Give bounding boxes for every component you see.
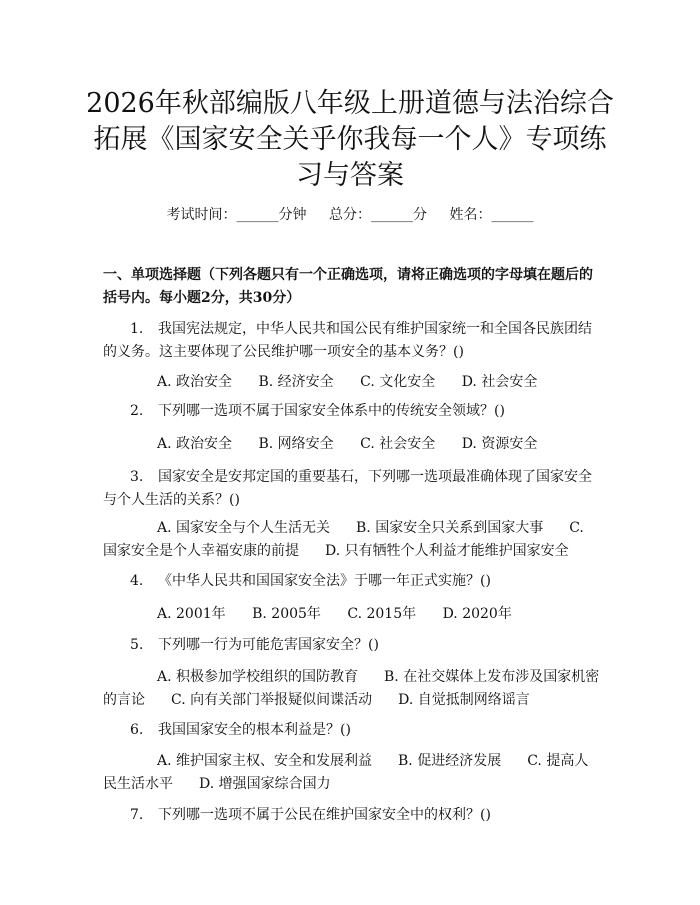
question-number: 2. xyxy=(130,403,144,419)
total-score: 总分：______分 xyxy=(329,207,427,223)
option-a: A. 国家安全与个人生活无关 xyxy=(157,520,331,536)
title-line-1: 2026年秋部编版八年级上册道德与法治综合 xyxy=(86,88,614,119)
question-3-options xyxy=(103,517,601,563)
question-number: 7. xyxy=(130,807,144,823)
question-number: 6. xyxy=(130,722,144,738)
question-3 xyxy=(103,466,601,512)
question-text: 我国宪法规定，中华人民共和国公民有维护国家统一和全国各民族团结的义务。这主要体现了公民维护哪一项安全的基本义务？() xyxy=(103,321,592,360)
option-b: B. 网络安全 xyxy=(258,436,334,452)
option-c: C. 2015年 xyxy=(347,606,417,622)
option-b: B. 国家安全只关系到国家大事 xyxy=(356,520,544,536)
option-a: A. 维护国家主权、安全和发展利益 xyxy=(157,753,373,769)
question-4 xyxy=(103,570,601,593)
exam-meta xyxy=(0,205,700,225)
question-text: 下列哪一行为可能危害国家安全？() xyxy=(158,637,379,653)
option-c: C. 提高人民生活水平 xyxy=(103,753,589,792)
option-d: D. 自觉抵制网络谣言 xyxy=(398,692,530,708)
question-text: 《中华人民共和国国家安全法》于哪一年正式实施？() xyxy=(158,573,491,589)
question-1-options xyxy=(103,371,601,394)
question-text: 我国国家安全的根本利益是？() xyxy=(158,722,351,738)
option-d: D. 社会安全 xyxy=(461,374,538,390)
section-heading: 一、单项选择题（下列各题只有一个正确选项，请将正确选项的字母填在题后的括号内。每小题2分，共30分） xyxy=(103,267,593,306)
question-number: 4. xyxy=(130,573,144,589)
question-number: 5. xyxy=(130,637,144,653)
option-b: B. 经济安全 xyxy=(258,374,334,390)
question-6-options xyxy=(103,750,601,796)
option-d: D. 增强国家综合国力 xyxy=(199,776,331,792)
question-5-options xyxy=(103,666,601,712)
question-text: 国家安全是安邦定国的重要基石，下列哪一选项最准确体现了国家安全与个人生活的关系？() xyxy=(103,469,592,508)
option-c: C. 国家安全是个人幸福安康的前提 xyxy=(103,520,584,559)
option-d: D. 资源安全 xyxy=(461,436,538,452)
question-text: 下列哪一选项不属于公民在维护国家安全中的权利？() xyxy=(158,807,491,823)
title-line-2: 拓展《国家安全关乎你我每一个人》专项练 xyxy=(93,124,607,155)
question-5 xyxy=(103,634,601,657)
option-b: B. 2005年 xyxy=(252,606,321,622)
option-a: A. 积极参加学校组织的国防教育 xyxy=(157,669,359,685)
question-text: 下列哪一选项不属于国家安全体系中的传统安全领域？() xyxy=(158,403,505,419)
option-c: C. 文化安全 xyxy=(360,374,436,390)
question-2 xyxy=(103,400,601,423)
title-line-3: 习与答案 xyxy=(296,160,404,191)
question-4-options xyxy=(103,603,601,626)
option-d: D. 2020年 xyxy=(442,606,512,622)
question-7 xyxy=(103,804,601,827)
question-2-options xyxy=(103,433,601,456)
exam-time: 考试时间：______分钟 xyxy=(166,207,307,223)
question-number: 1. xyxy=(130,321,144,337)
option-a: A. 政治安全 xyxy=(157,436,233,452)
option-c: C. 社会安全 xyxy=(360,436,436,452)
option-a: A. 2001年 xyxy=(157,606,226,622)
question-1 xyxy=(103,318,601,364)
student-name: 姓名：______ xyxy=(449,207,534,223)
option-d: D. 只有牺牲个人利益才能维护国家安全 xyxy=(325,543,569,559)
option-a: A. 政治安全 xyxy=(157,374,233,390)
option-b: B. 在社交媒体上发布涉及国家机密的言论 xyxy=(103,669,600,708)
question-6 xyxy=(103,719,601,742)
option-b: B. 促进经济发展 xyxy=(398,753,502,769)
option-c: C. 向有关部门举报疑似间谍活动 xyxy=(171,692,373,708)
question-number: 3. xyxy=(130,469,144,485)
